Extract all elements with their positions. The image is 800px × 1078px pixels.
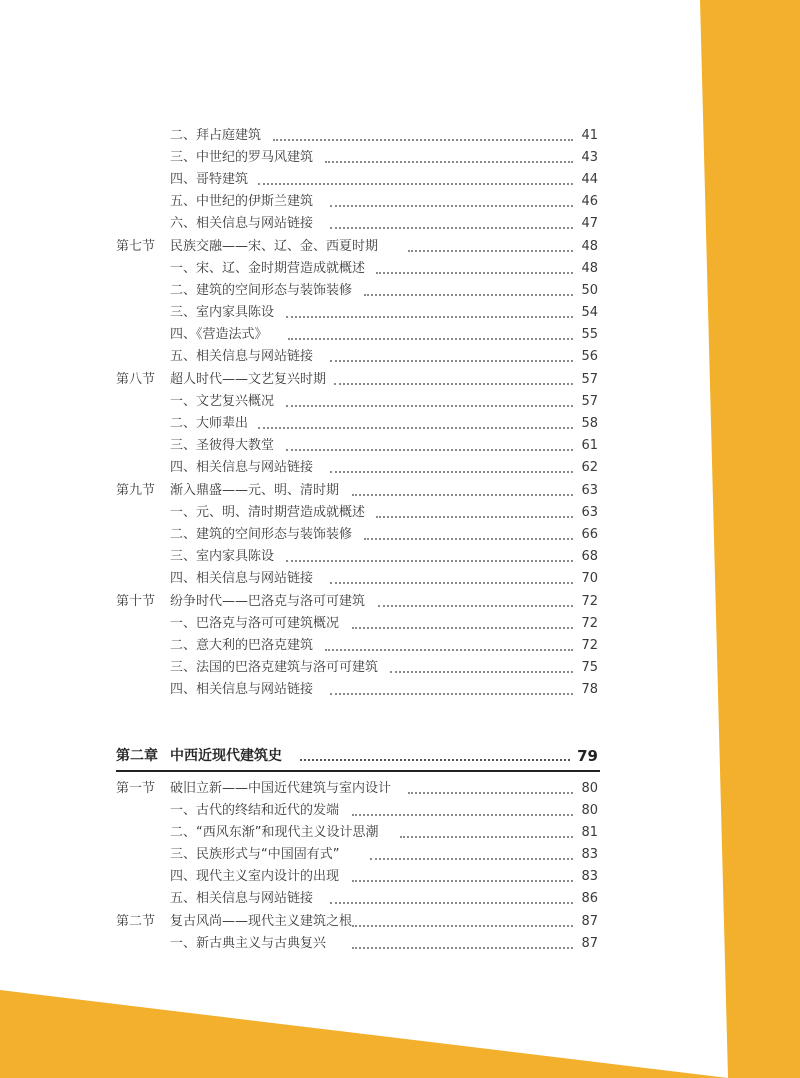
toc-leader-dots <box>364 538 573 540</box>
toc-item-title: 四、现代主义室内设计的出现 <box>170 869 340 884</box>
toc-section-title: 渐入鼎盛——元、明、清时期 <box>170 483 340 498</box>
toc-section[interactable] <box>0 778 800 800</box>
toc-leader-dots <box>288 338 573 340</box>
toc-leader-dots <box>390 671 573 673</box>
toc-item[interactable] <box>0 125 800 147</box>
toc-leader-dots <box>325 649 573 651</box>
toc-item-title: 一、文艺复兴概况 <box>170 394 275 409</box>
toc-item[interactable] <box>0 147 800 169</box>
toc-item-title: 三、室内家具陈设 <box>170 305 275 320</box>
toc-page-number: 63 <box>581 505 598 520</box>
toc-leader-dots <box>330 471 573 473</box>
toc-section[interactable] <box>0 480 800 502</box>
toc-item-title: 五、中世纪的伊斯兰建筑 <box>170 194 314 209</box>
toc-item[interactable] <box>0 679 800 701</box>
toc-item[interactable] <box>0 524 800 546</box>
toc-item[interactable] <box>0 391 800 413</box>
toc-section-number: 第八节 <box>116 372 156 387</box>
toc-item-title: 三、中世纪的罗马风建筑 <box>170 150 314 165</box>
toc-page-number: 61 <box>581 438 598 453</box>
toc-leader-dots <box>400 836 573 838</box>
toc-section-title: 民族交融——宋、辽、金、西夏时期 <box>170 239 379 254</box>
toc-item-title: 三、圣彼得大教堂 <box>170 438 275 453</box>
toc-section-number: 第十节 <box>116 594 156 609</box>
toc-item[interactable] <box>0 435 800 457</box>
toc-chapter-number: 第二章 <box>116 748 158 764</box>
toc-leader-dots <box>286 560 573 562</box>
toc-leader-dots <box>330 582 573 584</box>
toc-leader-dots <box>300 759 570 761</box>
toc-leader-dots <box>258 427 573 429</box>
toc-item-title: 三、室内家具陈设 <box>170 549 275 564</box>
toc-leader-dots <box>273 139 573 141</box>
toc-leader-dots <box>352 814 573 816</box>
toc-leader-dots <box>352 947 573 949</box>
toc-leader-dots <box>376 272 573 274</box>
toc-item-title: 二、拜占庭建筑 <box>170 128 262 143</box>
toc-section-title: 复古风尚——现代主义建筑之根 <box>170 914 353 929</box>
toc-item[interactable] <box>0 546 800 568</box>
toc-section-number: 第一节 <box>116 781 156 796</box>
toc-item-title: 四、相关信息与网站链接 <box>170 460 314 475</box>
toc-item[interactable] <box>0 657 800 679</box>
toc-section-number: 第九节 <box>116 483 156 498</box>
toc-page-number: 72 <box>581 594 598 609</box>
toc-page-number: 47 <box>581 216 598 231</box>
toc-leader-dots <box>408 792 573 794</box>
toc-item[interactable] <box>0 324 800 346</box>
toc-item-title: 二、建筑的空间形态与装饰装修 <box>170 283 353 298</box>
chapter-divider-rule <box>116 770 600 772</box>
toc-item-title: 四、相关信息与网站链接 <box>170 682 314 697</box>
toc-page-number: 68 <box>581 549 598 564</box>
toc-page-number: 72 <box>581 638 598 653</box>
toc-page-number: 58 <box>581 416 598 431</box>
toc-item[interactable] <box>0 213 800 235</box>
toc-page-number: 44 <box>581 172 598 187</box>
toc-item[interactable] <box>0 413 800 435</box>
toc-page-number: 72 <box>581 616 598 631</box>
toc-page-number: 54 <box>581 305 598 320</box>
toc-page-number: 56 <box>581 349 598 364</box>
toc-section[interactable] <box>0 911 800 933</box>
toc-item-title: 三、民族形式与“中国固有式” <box>170 847 340 862</box>
toc-page-number: 79 <box>577 747 598 765</box>
toc-page-number: 78 <box>581 682 598 697</box>
toc-leader-dots <box>330 693 573 695</box>
toc-leader-dots <box>286 449 573 451</box>
toc-page-number: 83 <box>581 847 598 862</box>
toc-page-number: 86 <box>581 891 598 906</box>
toc-leader-dots <box>352 880 573 882</box>
toc-section-title: 纷争时代——巴洛克与洛可可建筑 <box>170 594 366 609</box>
toc-item[interactable] <box>0 302 800 324</box>
toc-item-title: 四、哥特建筑 <box>170 172 249 187</box>
toc-item[interactable] <box>0 169 800 191</box>
toc-page-number: 83 <box>581 869 598 884</box>
toc-item-title: 四、相关信息与网站链接 <box>170 571 314 586</box>
toc-item-title: 三、法国的巴洛克建筑与洛可可建筑 <box>170 660 379 675</box>
toc-leader-dots <box>330 205 573 207</box>
toc-leader-dots <box>258 183 573 185</box>
toc-item[interactable] <box>0 822 800 844</box>
toc-chapter-title: 中西近现代建筑史 <box>170 748 282 764</box>
toc-item[interactable] <box>0 800 800 822</box>
toc-leader-dots <box>286 405 573 407</box>
toc-page-number: 87 <box>581 914 598 929</box>
toc-page-number: 62 <box>581 460 598 475</box>
toc-leader-dots <box>352 925 573 927</box>
toc-section-title: 超人时代——文艺复兴时期 <box>170 372 327 387</box>
toc-leader-dots <box>408 250 573 252</box>
toc-item-title: 五、相关信息与网站链接 <box>170 349 314 364</box>
toc-leader-dots <box>370 858 573 860</box>
toc-page-number: 87 <box>581 936 598 951</box>
toc-item[interactable] <box>0 457 800 479</box>
toc-leader-dots <box>330 902 573 904</box>
toc-page-number: 57 <box>581 394 598 409</box>
toc-item[interactable] <box>0 502 800 524</box>
toc-section-number: 第二节 <box>116 914 156 929</box>
toc-section-number: 第七节 <box>116 239 156 254</box>
toc-item[interactable] <box>0 888 800 910</box>
toc-item-title: 一、古代的终结和近代的发端 <box>170 803 340 818</box>
toc-page-number: 75 <box>581 660 598 675</box>
toc-page-number: 41 <box>581 128 598 143</box>
toc-page-number: 81 <box>581 825 598 840</box>
toc-leader-dots <box>330 227 573 229</box>
toc-leader-dots <box>325 161 573 163</box>
toc-item[interactable] <box>0 258 800 280</box>
toc-page-number: 63 <box>581 483 598 498</box>
toc-item[interactable] <box>0 568 800 590</box>
toc-leader-dots <box>330 360 573 362</box>
toc-section[interactable] <box>0 236 800 258</box>
toc-leader-dots <box>364 294 573 296</box>
toc-item-title: 二、“西风东渐”和现代主义设计思潮 <box>170 825 379 840</box>
toc-leader-dots <box>352 627 573 629</box>
toc-item-title: 一、巴洛克与洛可可建筑概况 <box>170 616 340 631</box>
toc-item[interactable] <box>0 346 800 368</box>
toc-section[interactable] <box>0 369 800 391</box>
toc-leader-dots <box>376 516 573 518</box>
toc-item-title: 一、新古典主义与古典复兴 <box>170 936 327 951</box>
toc-item[interactable] <box>0 280 800 302</box>
toc-leader-dots <box>352 494 573 496</box>
toc-page-number: 66 <box>581 527 598 542</box>
toc-leader-dots <box>286 316 573 318</box>
toc-item-title: 二、意大利的巴洛克建筑 <box>170 638 314 653</box>
toc-page-number: 55 <box>581 327 598 342</box>
toc-page-number: 46 <box>581 194 598 209</box>
toc-section[interactable] <box>0 591 800 613</box>
toc-chapter[interactable] <box>0 744 800 768</box>
toc-page-number: 43 <box>581 150 598 165</box>
toc-leader-dots <box>378 605 573 607</box>
toc-item[interactable] <box>0 933 800 955</box>
toc-item-title: 六、相关信息与网站链接 <box>170 216 314 231</box>
toc-page-number: 48 <box>581 239 598 254</box>
toc-page-number: 80 <box>581 803 598 818</box>
toc-item[interactable] <box>0 866 800 888</box>
toc-page-number: 50 <box>581 283 598 298</box>
toc-item-title: 四、《营造法式》 <box>170 327 268 342</box>
toc-item-title: 二、大师辈出 <box>170 416 249 431</box>
toc-item[interactable] <box>0 635 800 657</box>
toc-page-number: 48 <box>581 261 598 276</box>
toc-item-title: 一、元、明、清时期营造成就概述 <box>170 505 366 520</box>
toc-item[interactable] <box>0 844 800 866</box>
toc-leader-dots <box>334 383 573 385</box>
toc-section-title: 破旧立新——中国近代建筑与室内设计 <box>170 781 392 796</box>
toc-item[interactable] <box>0 191 800 213</box>
toc-page-number: 70 <box>581 571 598 586</box>
toc-item-title: 二、建筑的空间形态与装饰装修 <box>170 527 353 542</box>
toc-item-title: 五、相关信息与网站链接 <box>170 891 314 906</box>
toc-page-number: 57 <box>581 372 598 387</box>
toc-item[interactable] <box>0 613 800 635</box>
toc-item-title: 一、宋、辽、金时期营造成就概述 <box>170 261 366 276</box>
toc-page-number: 80 <box>581 781 598 796</box>
